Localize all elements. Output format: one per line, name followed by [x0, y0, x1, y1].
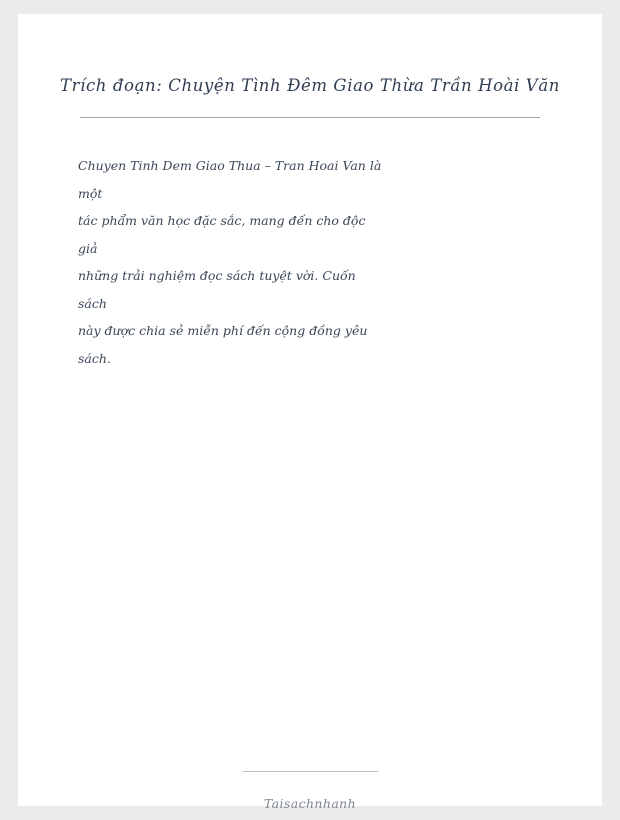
- body-line: này được chia sẻ miễn phí đến cộng đồng yêu: [78, 323, 368, 338]
- body-line: giả: [78, 240, 98, 256]
- body-line: Chuyen Tinh Dem Giao Thua – Tran Hoai Van là: [78, 158, 382, 173]
- footer-attribution: Taisachnhanh: [263, 796, 357, 811]
- body-line: sách.: [78, 350, 111, 366]
- body-line: một: [78, 185, 103, 201]
- body-line: tác phẩm văn học đặc sắc, mang đến cho độc: [78, 213, 366, 228]
- page-title: Trích đoạn: Chuyện Tình Đêm Giao Thừa Trần Hoài Văn: [60, 76, 560, 95]
- document-body: [78, 152, 498, 372]
- title-divider: [80, 117, 540, 118]
- body-line: những trải nghiệm đọc sách tuyệt vời. Cuốn: [78, 268, 356, 283]
- footer-divider: [243, 771, 378, 772]
- document-page: [18, 14, 602, 811]
- body-line: sách: [78, 295, 107, 311]
